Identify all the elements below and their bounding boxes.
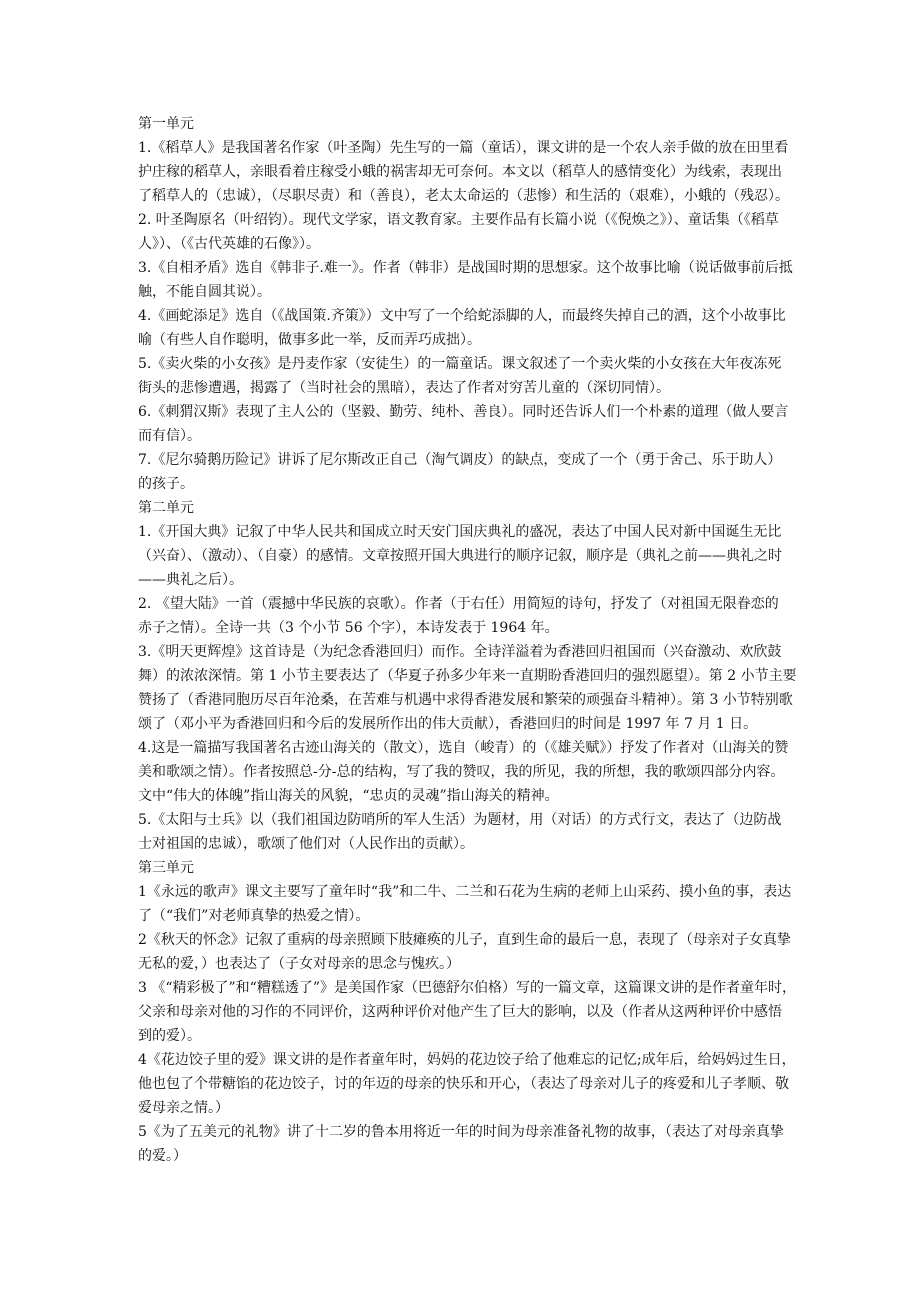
text-line: 文中“伟大的体魄”指山海关的风貌，“忠贞的灵魂”指山海关的精神。 [138,788,559,804]
text-line: 赤子之情）。全诗一共（3 个小节 56 个字），本诗发表于 1964 年。 [138,620,559,636]
text-line: 舞）的浓浓深情。第 1 小节主要表达了（华夏子孙多少年来一直期盼香港回归的强烈愿望）。第 2 小节主要 [138,668,797,684]
list-item [138,880,798,928]
text-line: 2. 叶圣陶原名（叶绍钧）。现代文学家，语文教育家。主要作品有长篇小说（《倪焕之》）、童话集（《稻草 [138,212,779,228]
list-item [138,640,798,736]
list-item [138,304,798,352]
text-line: 6.《刺猬汉斯》表现了主人公的（坚毅、勤劳、纯朴、善良）。同时还告诉人们一个朴素的道理（做人要言 [138,404,789,420]
text-line: 5《为了五美元的礼物》讲了十二岁的鲁本用将近一年的时间为母亲准备礼物的故事，（表达了对母亲真挚 [138,1124,784,1140]
text-line: 赞扬了（香港同胞历尽百年沧桑，在苦难与机遇中求得香港发展和繁荣的顽强奋斗精神）。第 3 小节特别歌 [138,692,793,708]
text-line: 7.《尼尔骑鹅历险记》讲诉了尼尔斯改正自己（淘气调皮）的缺点，变成了一个（勇于舍己、乐于助人） [138,452,782,468]
text-line: 爱母亲之情。） [138,1100,229,1116]
text-line: 4《花边饺子里的爱》课文讲的是作者童年时，妈妈的花边饺子给了他难忘的记忆;成年后，给妈妈过生日， [138,1052,796,1068]
text-line: 1.《开国大典》记叙了中华人民共和国成立时天安门国庆典礼的盛况，表达了中国人民对新中国诞生无比 [138,524,782,540]
text-line: 而有信）。 [138,428,201,444]
text-line: 5.《太阳与士兵》以（我们祖国边防哨所的军人生活）为题材，用（对话）的方式行文，表达了（边防战 [138,812,782,828]
list-item [138,592,798,640]
text-line: 2. 《望大陆》一首（震撼中华民族的哀歌）。作者（于右任）用简短的诗句，抒发了（对祖国无限眷恋的 [138,596,779,612]
text-line: 街头的悲惨遭遇，揭露了（当时社会的黑暗），表达了作者对穷苦儿童的（深切同情）。 [138,380,670,396]
text-line: 了（“我们”对老师真挚的热爱之情）。 [138,908,370,924]
text-line: 1《永远的歌声》课文主要写了童年时“我”和二牛、二兰和石花为生病的老师上山采药、摸小鱼的事，表达 [138,884,792,900]
list-item [138,736,798,808]
list-item [138,808,798,856]
text-line: 了稻草人的（忠诚），（尽职尽责）和（善良），老太太命运的（悲惨）和生活的（艰难），小蛾的（残忍）。 [138,188,789,204]
list-item [138,208,798,256]
list-item [138,352,798,400]
section-heading: 第二单元 [138,500,194,516]
text-line: 5.《卖火柴的小女孩》是丹麦作家（安徒生）的一篇童话。课文叙述了一个卖火柴的小女孩在大年夜冻死 [138,356,782,372]
text-line: 触，不能自圆其说）。 [138,284,271,300]
section-heading: 第三单元 [138,860,194,876]
text-line: 美和歌颂之情）。作者按照总-分-总的结构，写了我的赞叹，我的所见，我的所想，我的歌颂四部分内容。 [138,764,785,780]
text-line: 3 《“精彩极了”和“糟糕透了”》是美国作家（巴德舒尔伯格）写的一篇文章，这篇课文讲的是作者童年时， [138,980,796,996]
text-line: 的爱。） [138,1148,187,1164]
text-line: 1.《稻草人》是我国著名作家（叶圣陶）先生写的一篇（童话），课文讲的是一个农人亲手做的放在田里看 [138,140,789,156]
text-line: 的孩子。 [138,476,194,492]
section-heading: 第一单元 [138,116,194,132]
text-line: 颂了（邓小平为香港回归和今后的发展所作出的伟大贡献），香港回归的时间是 1997 年 7 月 1 日。 [138,716,758,732]
list-item [138,448,798,496]
text-line: 父亲和母亲对他的习作的不同评价，这两种评价对他产生了巨大的影响，以及（作者从这两种评价中感悟 [138,1004,782,1020]
list-item [138,520,798,592]
list-item [138,928,798,976]
text-line: 到的爱）。 [138,1028,201,1044]
text-line: 护庄稼的稻草人，亲眼看着庄稼受小蛾的祸害却无可奈何。本文以（稻草人的感情变化）为线索，表现出 [138,164,782,180]
list-item [138,1120,798,1168]
text-line: 3.《自相矛盾》选自《韩非子.难一》。作者（韩非）是战国时期的思想家。这个故事比喻（说话做事前后抵 [138,260,793,276]
text-line: 士对祖国的忠诚），歌颂了他们对（人民作出的贡献）。 [138,836,474,852]
text-line: 喻（有些人自作聪明，做事多此一举，反而弄巧成拙）。 [138,332,481,348]
text-line: （兴奋）、（激动）、（自豪）的感情。文章按照开国大典进行的顺序记叙，顺序是（典礼之前——典礼之时 [138,548,782,564]
list-item [138,1048,798,1120]
document-body [138,112,798,1168]
text-line: 3.《明天更辉煌》这首诗是（为纪念香港回归）而作。全诗洋溢着为香港回归祖国而（兴奋激动、欢欣鼓 [138,644,782,660]
text-line: 无私的爱，）也表达了（子女对母亲的思念与愧疚。） [138,956,460,972]
text-line: 2《秋天的怀念》记叙了重病的母亲照顾下肢瘫痪的儿子，直到生命的最后一息，表现了（母亲对子女真挚 [138,932,791,948]
text-line: 4.这是一篇描写我国著名古迹山海关的（散文），选自（峻青）的（《雄关赋》）抒发了作者对（山海关的赞 [138,740,789,756]
list-item [138,256,798,304]
list-item [138,136,798,208]
text-line: 他也包了个带糖馅的花边饺子，讨的年迈的母亲的快乐和开心，（表达了母亲对儿子的疼爱和儿子孝顺、敬 [138,1076,789,1092]
text-line: 4.《画蛇添足》选自（《战国策.齐策》）文中写了一个给蛇添脚的人，而最终失掉自己的酒，这个小故事比 [138,308,786,324]
list-item [138,976,798,1048]
text-line: 人》）、（《古代英雄的石像》）。 [138,236,320,252]
list-item [138,400,798,448]
text-line: ——典礼之后）。 [138,572,243,588]
